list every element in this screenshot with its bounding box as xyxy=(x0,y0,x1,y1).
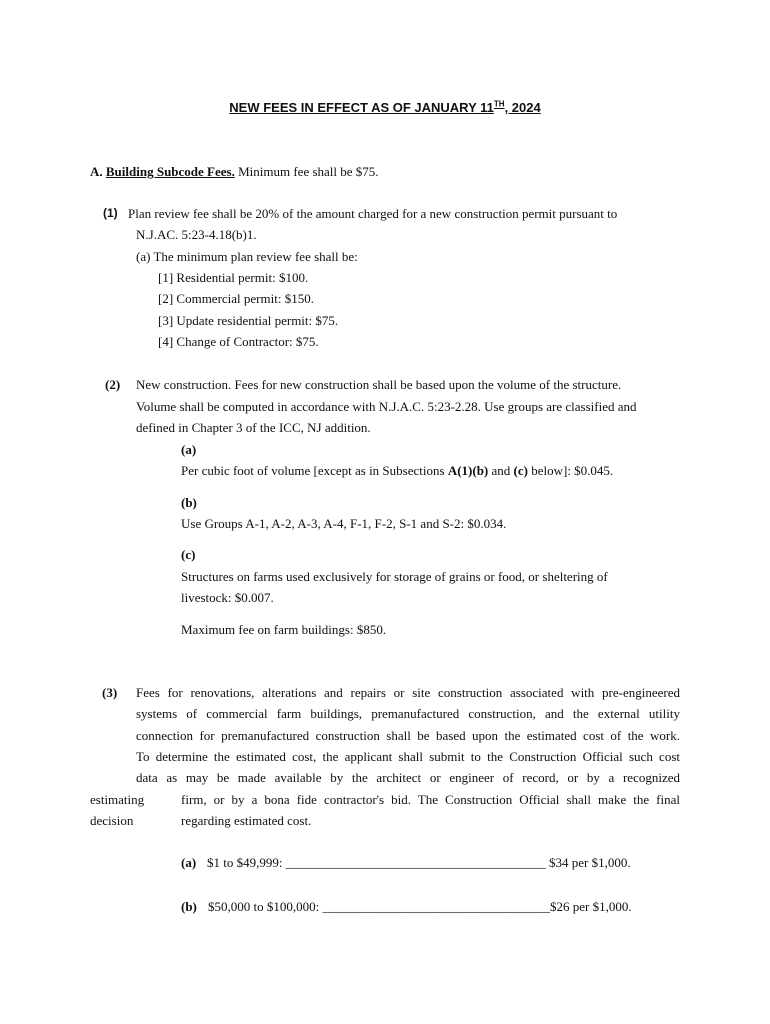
section-a-text: Minimum fee shall be $75. xyxy=(238,164,379,179)
item-3-line-5: data as may be made available by the architect or engineer of record, or by a recognized xyxy=(136,770,680,785)
page-title xyxy=(0,97,770,118)
item-3-number: (3) xyxy=(102,685,118,700)
item-2-line-2: Volume shall be computed in accordance with N.J.A.C. 5:23-2.28. Use groups are classified and xyxy=(136,399,637,414)
section-a-label: A. xyxy=(90,164,103,179)
fee-update-residential: [3] Update residential permit: $75. xyxy=(158,313,339,328)
item-2c-line-2: livestock: $0.007. xyxy=(181,590,274,605)
item-3-line-4: To determine the estimated cost, the applicant shall submit to the Construction Official such cost xyxy=(136,749,680,764)
title-text: NEW FEES IN EFFECT AS OF JANUARY 11 xyxy=(229,100,494,115)
item-1-subheading: (a) The minimum plan review fee shall be: xyxy=(136,249,358,264)
item-1-line-1: Plan review fee shall be 20% of the amount charged for a new construction permit pursuant to xyxy=(128,206,618,221)
item-2b-label: (b) xyxy=(181,495,197,510)
item-2a-text: Per cubic foot of volume [except as in Subsections A(1)(b) and (c) below]: $0.045. xyxy=(181,463,614,478)
item-3-line-7: regarding estimated cost. xyxy=(181,813,312,828)
item-2c-line-1: Structures on farms used exclusively for storage of grains or food, or sheltering of xyxy=(181,569,608,584)
rate-a-label: (a) xyxy=(181,855,197,870)
item-2-number: (2) xyxy=(105,377,121,392)
item-2b-text: Use Groups A-1, A-2, A-3, A-4, F-1, F-2, S-1 and S-2: $0.034. xyxy=(181,516,507,531)
rate-b-text: $50,000 to $100,000: ___________________________________$26 per $1,000. xyxy=(208,899,632,914)
item-2a-label: (a) xyxy=(181,442,197,457)
item-2-line-1: New construction. Fees for new construction shall be based upon the volume of the structure. xyxy=(136,377,622,392)
fee-residential: [1] Residential permit: $100. xyxy=(158,270,309,285)
item-3-line-6: firm, or by a bona fide contractor's bid. The Construction Official shall make the final xyxy=(181,792,680,807)
rate-b-label: (b) xyxy=(181,899,197,914)
item-3-hanging-word-1: estimating xyxy=(90,792,145,807)
title-tail: , 2024 xyxy=(504,100,541,115)
item-3-line-1: Fees for renovations, alterations and repairs or site construction associated with pre-engineered xyxy=(136,685,680,700)
fee-change-contractor: [4] Change of Contractor: $75. xyxy=(158,334,319,349)
section-a-heading xyxy=(90,161,379,182)
item-3-line-2: systems of commercial farm buildings, premanufactured construction, and the external utility xyxy=(136,706,680,721)
section-a-title: Building Subcode Fees. xyxy=(105,164,235,179)
rate-a-text: $1 to $49,999: ________________________________________ $34 per $1,000. xyxy=(207,855,631,870)
item-2c-label: (c) xyxy=(181,547,196,562)
item-3-line-3: connection for premanufactured construction shall be based upon the estimated cost of the work. xyxy=(136,728,680,743)
item-1-number: (1) xyxy=(103,206,118,220)
fee-commercial: [2] Commercial permit: $150. xyxy=(158,291,314,306)
title-superscript: TH xyxy=(493,99,505,109)
item-2-max-fee: Maximum fee on farm buildings: $850. xyxy=(181,622,387,637)
item-1-line-2: N.J.AC. 5:23-4.18(b)1. xyxy=(136,227,257,242)
item-3-hanging-word-2: decision xyxy=(90,813,134,828)
item-2-line-3: defined in Chapter 3 of the ICC, NJ addition. xyxy=(136,420,371,435)
